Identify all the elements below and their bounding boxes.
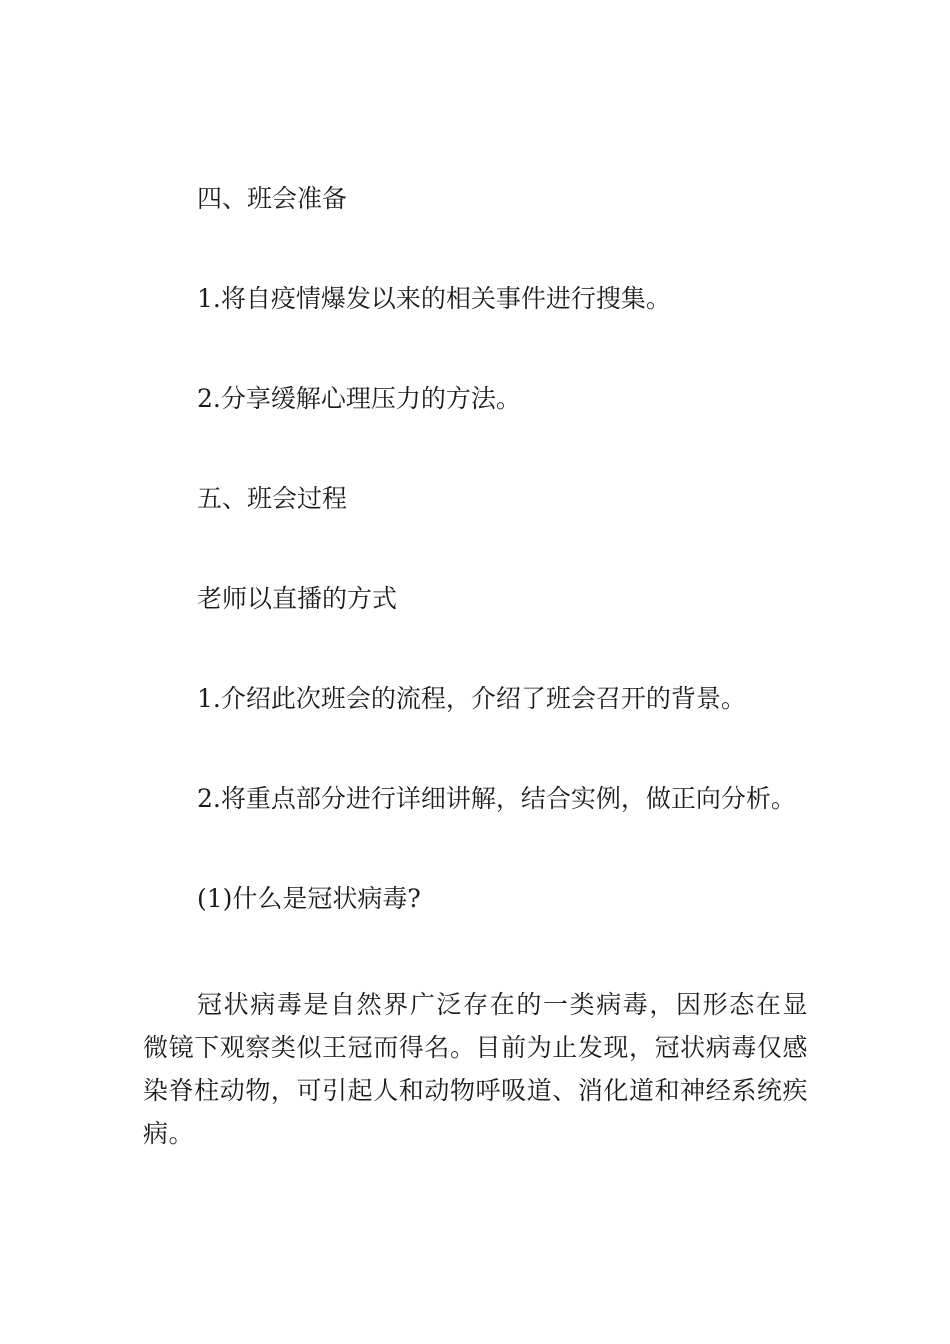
list-item-process-2: 2.将重点部分进行详细讲解，结合实例，做正向分析。 [197,784,796,813]
process-intro-line: 老师以直播的方式 [197,584,398,613]
sub-heading-coronavirus: (1)什么是冠状病毒? [197,884,421,913]
list-item-preparation-1: 1.将自疫情爆发以来的相关事件进行搜集。 [197,284,671,313]
section-heading-preparation: 四、班会准备 [197,184,348,213]
list-item-process-1: 1.介绍此次班会的流程，介绍了班会召开的背景。 [197,684,746,713]
list-item-preparation-2: 2.分享缓解心理压力的方法。 [197,384,521,413]
coronavirus-paragraph: 冠状病毒是自然界广泛存在的一类病毒，因形态在显微镜下观察类似王冠而得名。目前为止发现，冠状病毒仅感染脊柱动物，可引起人和动物呼吸道、消化道和神经系统疾病。 [143,990,808,1148]
section-heading-process: 五、班会过程 [197,484,348,513]
